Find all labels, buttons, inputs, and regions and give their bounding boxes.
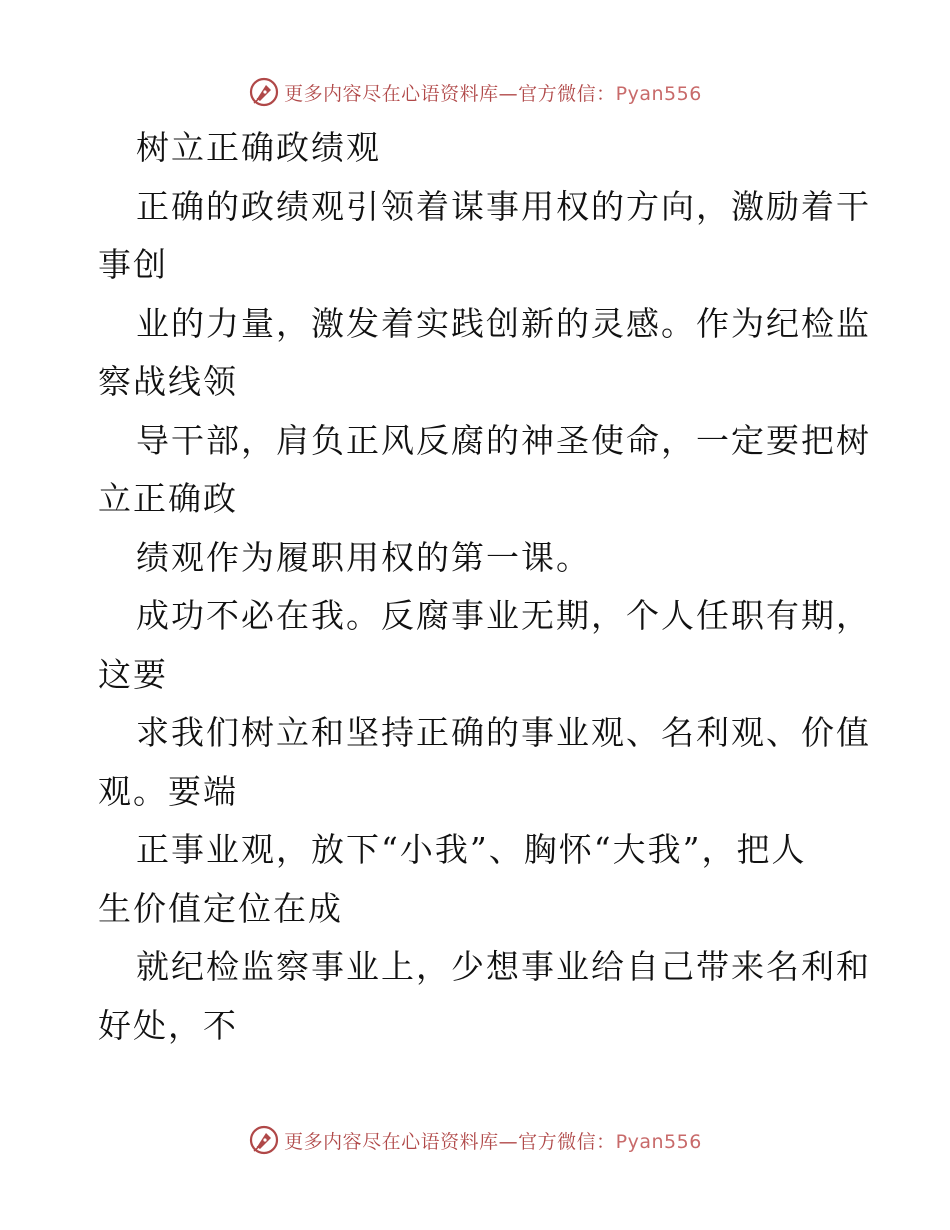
- banner-wechat-id: Pyan556: [615, 82, 702, 105]
- text-line: 导干部，肩负正风反腐的神圣使命，一定要把树: [136, 420, 871, 460]
- text-line: 这要: [98, 654, 168, 694]
- banner-text: [284, 79, 702, 106]
- text-line: 求我们树立和坚持正确的事业观、名利观、价值: [136, 713, 871, 752]
- text-line: 树立正确政绩观: [136, 128, 381, 167]
- text-line: 正确的政绩观引领着谋事用权的方向，激励着干: [136, 186, 871, 226]
- text-line: 事创: [98, 245, 168, 284]
- text-line: 成功不必在我。反腐事业无期，个人任职有期，: [136, 596, 871, 635]
- text-line: 业的力量，激发着实践创新的灵感。作为纪检监: [136, 303, 871, 343]
- pen-nib-logo-icon: [248, 76, 280, 108]
- banner-text: [284, 1127, 702, 1154]
- text-line: 绩观作为履职用权的第一课。: [136, 537, 591, 577]
- document-body: [98, 119, 871, 1055]
- text-line: 就纪检监察事业上，少想事业给自己带来名利和: [136, 947, 871, 986]
- banner-slogan: 更多内容尽在心语资料库—官方微信：: [284, 1130, 616, 1153]
- text-line: 立正确政: [98, 479, 238, 518]
- header-watermark-banner: [0, 72, 950, 112]
- text-line: 观。要端: [98, 771, 238, 811]
- banner-slogan: 更多内容尽在心语资料库—官方微信：: [284, 82, 616, 105]
- footer-watermark-banner: [0, 1120, 950, 1160]
- banner-wechat-id: Pyan556: [615, 1130, 702, 1153]
- text-line: 察战线领: [98, 362, 238, 401]
- pen-nib-logo-icon: [248, 1124, 280, 1156]
- text-line: 正事业观，放下“小我”、胸怀“大我”，把人: [136, 830, 807, 869]
- text-line: 生价值定位在成: [98, 888, 343, 928]
- text-line: 好处，不: [98, 1005, 238, 1045]
